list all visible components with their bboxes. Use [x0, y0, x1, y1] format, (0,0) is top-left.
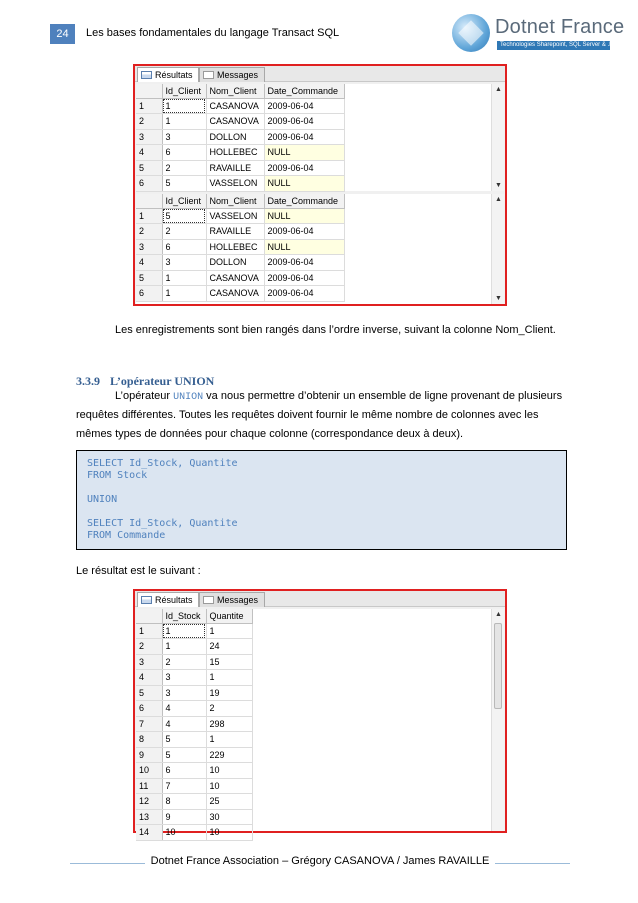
table-cell[interactable]: 6 — [162, 763, 206, 779]
sql-code-block — [76, 450, 567, 550]
row-number[interactable]: 1 — [136, 623, 162, 639]
table-row[interactable] — [136, 160, 344, 176]
table-cell[interactable]: 4 — [162, 716, 206, 732]
table-cell[interactable]: CASANOVA — [206, 286, 264, 302]
row-number[interactable]: 6 — [136, 701, 162, 717]
column-header[interactable]: Date_Commande — [264, 84, 344, 98]
table-cell[interactable]: VASSELON — [206, 176, 264, 192]
grid-icon — [141, 596, 152, 604]
table-cell[interactable]: RAVAILLE — [206, 160, 264, 176]
table-cell[interactable]: 2009-06-04 — [264, 114, 344, 130]
row-number[interactable]: 3 — [136, 239, 162, 255]
table-cell[interactable]: 5 — [162, 732, 206, 748]
caption-result: Le résultat est le suivant : — [76, 565, 201, 577]
table-cell[interactable]: 2009-06-04 — [264, 255, 344, 271]
paragraph-union-line2: requêtes différentes. Toutes les requêtes doivent fournir le même nombre de colonnes avec les — [76, 409, 539, 421]
column-header[interactable]: Id_Client — [162, 84, 206, 98]
results-table-1 — [136, 84, 345, 192]
table-cell[interactable]: RAVAILLE — [206, 224, 264, 240]
vertical-scrollbar[interactable] — [491, 609, 504, 831]
code-line: FROM Commande — [87, 530, 166, 541]
table-row[interactable] — [136, 129, 344, 145]
row-header-corner — [136, 84, 162, 98]
table-row[interactable] — [136, 176, 344, 192]
paragraph-union-line3: mêmes types de données pour chaque colonne (correspondance deux à deux). — [76, 428, 464, 440]
row-number[interactable]: 5 — [136, 685, 162, 701]
row-number[interactable]: 8 — [136, 732, 162, 748]
column-header[interactable]: Id_Stock — [162, 609, 206, 623]
table-row[interactable] — [136, 639, 252, 655]
table-row[interactable] — [136, 239, 344, 255]
table-cell[interactable]: 19 — [206, 685, 252, 701]
table-cell[interactable]: 10 — [162, 825, 206, 841]
table-row[interactable] — [136, 286, 344, 302]
row-header-corner — [136, 194, 162, 208]
results-table-2 — [136, 194, 345, 302]
text-run: L’opérateur — [115, 390, 174, 402]
tab-resultats[interactable] — [137, 67, 199, 82]
table-cell[interactable]: 229 — [206, 747, 252, 763]
column-header[interactable]: Date_Commande — [264, 194, 344, 208]
table-cell[interactable]: DOLLON — [206, 129, 264, 145]
table-cell[interactable]: 2009-06-04 — [264, 224, 344, 240]
table-cell[interactable]: 3 — [162, 129, 206, 145]
row-number[interactable]: 6 — [136, 176, 162, 192]
table-row[interactable] — [136, 747, 252, 763]
code-line — [87, 506, 556, 518]
messages-icon — [203, 596, 214, 604]
table-cell[interactable]: 2 — [162, 224, 206, 240]
column-header[interactable]: Quantite — [206, 609, 252, 623]
table-row[interactable] — [136, 685, 252, 701]
table-cell[interactable]: 3 — [162, 685, 206, 701]
table-cell[interactable]: 1 — [162, 286, 206, 302]
table-cell[interactable]: 6 — [162, 239, 206, 255]
table-cell[interactable]: 2 — [162, 654, 206, 670]
column-header[interactable]: Nom_Client — [206, 194, 264, 208]
tab-messages[interactable] — [199, 67, 265, 82]
section-title-text: L’opérateur UNION — [110, 374, 215, 388]
table-row[interactable] — [136, 145, 344, 161]
table-cell[interactable]: 9 — [162, 809, 206, 825]
results-grid-1 — [136, 84, 504, 191]
table-row[interactable] — [136, 114, 344, 130]
grid-icon — [141, 71, 152, 79]
table-cell[interactable]: 7 — [162, 778, 206, 794]
table-cell[interactable]: 4 — [162, 701, 206, 717]
row-number[interactable]: 2 — [136, 224, 162, 240]
dotnet-france-logo — [452, 14, 625, 54]
table-cell[interactable]: 2009-06-04 — [264, 270, 344, 286]
table-row[interactable] — [136, 208, 344, 224]
results-grid-3 — [136, 609, 504, 838]
table-cell[interactable]: CASANOVA — [206, 114, 264, 130]
tab-label: Résultats — [155, 595, 193, 605]
results-tab-bar — [135, 66, 505, 82]
table-cell[interactable]: 2 — [206, 701, 252, 717]
table-cell[interactable]: 10 — [206, 825, 252, 841]
table-cell[interactable]: HOLLEBEC — [206, 239, 264, 255]
table-cell[interactable]: 2009-06-04 — [264, 160, 344, 176]
table-row[interactable] — [136, 794, 252, 810]
table-cell[interactable]: 3 — [162, 255, 206, 271]
table-cell[interactable]: 5 — [162, 208, 206, 224]
row-number[interactable]: 13 — [136, 809, 162, 825]
table-cell[interactable]: NULL — [264, 145, 344, 161]
row-number[interactable]: 10 — [136, 763, 162, 779]
table-cell[interactable]: 1 — [162, 114, 206, 130]
table-cell[interactable]: 2009-06-04 — [264, 286, 344, 302]
row-number[interactable]: 5 — [136, 270, 162, 286]
logo-tagline: Technologies Sharepoint, SQL Server & .NET — [497, 41, 610, 50]
document-title: Les bases fondamentales du langage Transact SQL — [86, 27, 340, 39]
table-cell[interactable]: CASANOVA — [206, 98, 264, 114]
table-row[interactable] — [136, 701, 252, 717]
column-header[interactable]: Nom_Client — [206, 84, 264, 98]
table-cell[interactable]: 1 — [162, 623, 206, 639]
tab-label: Résultats — [155, 70, 193, 80]
row-number[interactable]: 4 — [136, 255, 162, 271]
tab-messages[interactable] — [199, 592, 265, 607]
footer-rule-right — [495, 863, 570, 864]
code-line: SELECT Id_Stock, Quantite — [87, 458, 238, 469]
table-row[interactable] — [136, 98, 344, 114]
row-number[interactable]: 5 — [136, 160, 162, 176]
table-row[interactable] — [136, 825, 252, 841]
scroll-up-icon[interactable]: ▲ — [495, 196, 502, 203]
table-cell[interactable]: 5 — [162, 176, 206, 192]
tab-label: Messages — [217, 595, 259, 605]
footer-rule-left — [70, 863, 145, 864]
table-row[interactable] — [136, 623, 252, 639]
tab-resultats[interactable] — [137, 592, 199, 607]
tab-label: Messages — [217, 70, 259, 80]
table-row[interactable] — [136, 255, 344, 271]
table-cell[interactable]: 2009-06-04 — [264, 98, 344, 114]
scroll-down-icon[interactable]: ▼ — [495, 182, 502, 189]
table-cell[interactable]: 1 — [206, 732, 252, 748]
table-cell[interactable]: 25 — [206, 794, 252, 810]
caption-order-result: Les enregistrements sont bien rangés dans l’ordre inverse, suivant la colonne Nom_Client. — [115, 324, 556, 336]
table-cell[interactable]: 3 — [162, 670, 206, 686]
table-cell[interactable]: 1 — [206, 670, 252, 686]
row-number[interactable]: 2 — [136, 639, 162, 655]
results-table-3 — [136, 609, 253, 841]
row-number[interactable]: 3 — [136, 654, 162, 670]
row-number[interactable]: 12 — [136, 794, 162, 810]
results-tab-bar — [135, 591, 505, 607]
table-cell[interactable]: 1 — [206, 623, 252, 639]
table-row[interactable] — [136, 778, 252, 794]
text-run: va nous permettre d’obtenir un ensemble de ligne provenant de plusieurs — [203, 390, 563, 402]
row-number[interactable]: 14 — [136, 825, 162, 841]
inline-code: UNION — [173, 392, 204, 403]
row-number[interactable]: 2 — [136, 114, 162, 130]
table-cell[interactable]: 1 — [162, 639, 206, 655]
table-cell[interactable]: NULL — [264, 208, 344, 224]
code-line: UNION — [87, 494, 118, 505]
table-cell[interactable]: 8 — [162, 794, 206, 810]
row-number[interactable]: 7 — [136, 716, 162, 732]
row-number[interactable]: 11 — [136, 778, 162, 794]
results-grid-2 — [136, 194, 504, 304]
table-cell[interactable]: NULL — [264, 176, 344, 192]
code-line — [87, 482, 556, 494]
row-number[interactable]: 6 — [136, 286, 162, 302]
page-number: 24 — [50, 24, 75, 44]
footer-text: Dotnet France Association – Grégory CASANOVA / James RAVAILLE — [150, 855, 490, 867]
table-row[interactable] — [136, 270, 344, 286]
row-number[interactable]: 4 — [136, 145, 162, 161]
row-header-corner — [136, 609, 162, 623]
column-header[interactable]: Id_Client — [162, 194, 206, 208]
table-cell[interactable]: DOLLON — [206, 255, 264, 271]
table-cell[interactable]: 1 — [162, 270, 206, 286]
table-cell[interactable]: HOLLEBEC — [206, 145, 264, 161]
table-cell[interactable]: 2009-06-04 — [264, 129, 344, 145]
vertical-scrollbar[interactable] — [491, 194, 504, 304]
messages-icon — [203, 71, 214, 79]
table-cell[interactable]: 6 — [162, 145, 206, 161]
logo-name: Dotnet France — [495, 16, 625, 38]
table-row[interactable] — [136, 654, 252, 670]
table-row[interactable] — [136, 224, 344, 240]
row-number[interactable]: 1 — [136, 98, 162, 114]
table-row[interactable] — [136, 763, 252, 779]
vertical-scrollbar[interactable] — [491, 84, 504, 191]
page-footer — [70, 855, 570, 871]
table-cell[interactable]: 298 — [206, 716, 252, 732]
table-row[interactable] — [136, 732, 252, 748]
table-cell[interactable]: 10 — [206, 778, 252, 794]
query-results-window-1 — [133, 64, 507, 306]
table-cell[interactable]: CASANOVA — [206, 270, 264, 286]
row-number[interactable]: 9 — [136, 747, 162, 763]
globe-icon — [452, 14, 490, 52]
paragraph-union-line1 — [115, 387, 567, 407]
table-cell[interactable]: 30 — [206, 809, 252, 825]
table-cell[interactable]: 15 — [206, 654, 252, 670]
table-cell[interactable]: VASSELON — [206, 208, 264, 224]
table-cell[interactable]: 2 — [162, 160, 206, 176]
code-line: FROM Stock — [87, 470, 148, 481]
scroll-up-icon[interactable]: ▲ — [495, 611, 502, 618]
table-row[interactable] — [136, 809, 252, 825]
row-number[interactable]: 3 — [136, 129, 162, 145]
row-number[interactable]: 1 — [136, 208, 162, 224]
code-line: SELECT Id_Stock, Quantite — [87, 518, 238, 529]
scroll-up-icon[interactable]: ▲ — [495, 86, 502, 93]
table-cell[interactable]: 10 — [206, 763, 252, 779]
table-cell[interactable]: NULL — [264, 239, 344, 255]
section-number: 3.3.9 — [76, 374, 100, 388]
scroll-thumb[interactable] — [494, 623, 502, 709]
query-results-window-2 — [133, 589, 507, 838]
table-row[interactable] — [136, 670, 252, 686]
row-number[interactable]: 4 — [136, 670, 162, 686]
table-row[interactable] — [136, 716, 252, 732]
table-cell[interactable]: 24 — [206, 639, 252, 655]
table-cell[interactable]: 1 — [162, 98, 206, 114]
scroll-down-icon[interactable]: ▼ — [495, 295, 502, 302]
table-cell[interactable]: 5 — [162, 747, 206, 763]
